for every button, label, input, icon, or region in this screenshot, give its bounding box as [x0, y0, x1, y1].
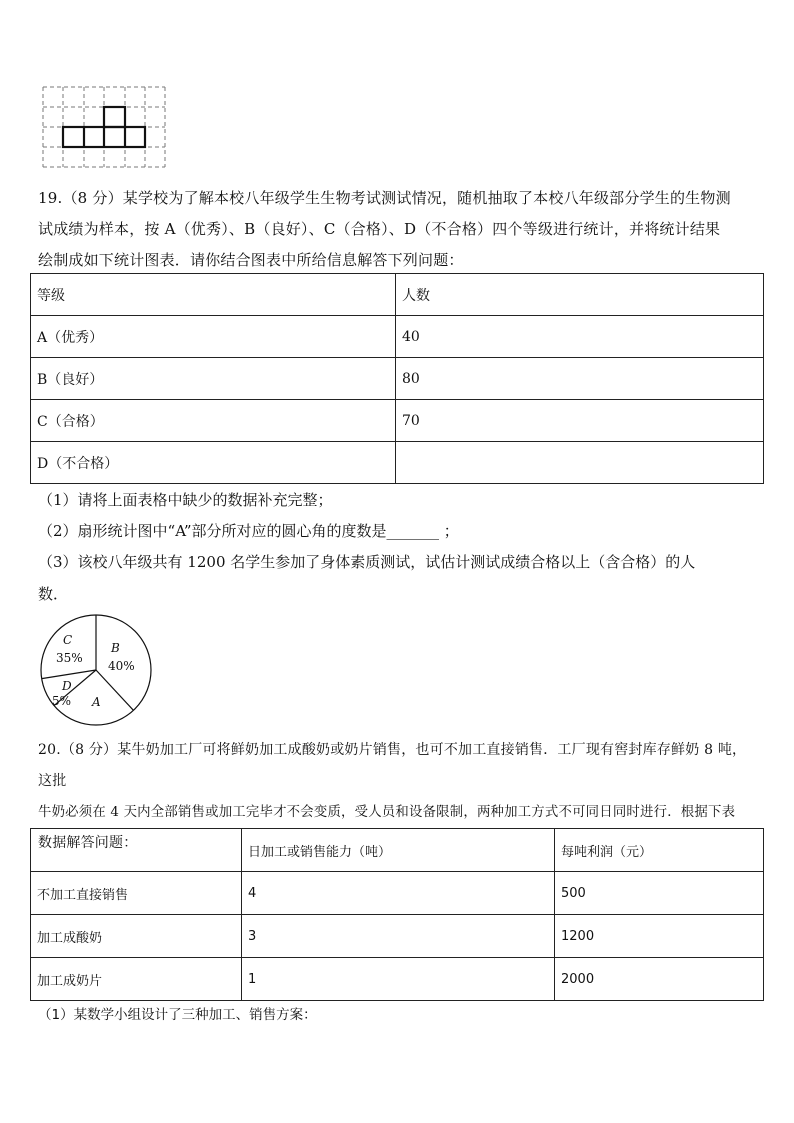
- table-row: [31, 958, 764, 1001]
- q20-sub1: （1）某数学小组设计了三种加工、销售方案：: [38, 1007, 317, 1023]
- grade-cell: B（良好）: [31, 358, 396, 400]
- q20-stem-line2: 牛奶必须在 4 天内全部销售或加工完毕才不会变质，受人员和设备限制，两种加工方式不可同日同时进行．根据下表: [38, 805, 736, 820]
- table-row: [31, 872, 764, 915]
- capacity-cell: 1: [242, 958, 555, 1001]
- q19-stem: [38, 183, 758, 276]
- table-row: [31, 400, 764, 442]
- count-cell: 70: [396, 400, 764, 442]
- table-header-row: [31, 274, 764, 316]
- q20-number: 20.: [38, 742, 61, 758]
- pie-pct-b: 40%: [108, 659, 135, 673]
- block-shape: [63, 107, 145, 147]
- q19-number: 19.: [38, 189, 63, 207]
- capacity-cell: 4: [242, 872, 555, 915]
- table-row: [31, 442, 764, 484]
- profit-cell: 1200: [555, 915, 764, 958]
- pie-chart: [38, 614, 156, 728]
- q19-stem-line2: 试成绩为样本，按 A（优秀）、B（良好）、C（合格）、D（不合格）四个等级进行统计，并将统计结果: [38, 220, 721, 238]
- method-cell: 不加工直接销售: [31, 872, 242, 915]
- table-header-row: [31, 829, 764, 872]
- pie-divider-lower-right: [96, 670, 133, 710]
- grade-cell: A（优秀）: [31, 316, 396, 358]
- q19-sub3-line2: 数．: [38, 585, 69, 603]
- q20-table: [30, 828, 764, 1001]
- q20-score: （8 分）: [60, 742, 118, 758]
- header-cell-blank: [31, 829, 242, 872]
- pie-label-c: C: [63, 633, 73, 647]
- q19-stem-line1: 某学校为了解本校八年级学生生物考试测试情况，随机抽取了本校八年级部分学生的生物测: [122, 189, 731, 207]
- q19-score: （8 分）: [62, 189, 123, 207]
- pie-pct-c: 35%: [56, 651, 83, 665]
- q19-sub2: （2）扇形统计图中“A”部分所对应的圆心角的度数是_______ ；: [38, 522, 459, 540]
- q19-table: [30, 273, 764, 484]
- count-cell: 40: [396, 316, 764, 358]
- table-row: [31, 915, 764, 958]
- table-row: [31, 358, 764, 400]
- pie-pct-d: 5%: [52, 694, 72, 708]
- method-cell: 加工成奶片: [31, 958, 242, 1001]
- count-cell-empty: [396, 442, 764, 484]
- header-cell-grade: 等级: [31, 274, 396, 316]
- profit-cell: 500: [555, 872, 764, 915]
- grade-cell: D（不合格）: [31, 442, 396, 484]
- grid-figure: [42, 86, 168, 170]
- q19-stem-line3: 绘制成如下统计图表．请你结合图表中所给信息解答下列问题：: [38, 251, 464, 269]
- pie-label-a: A: [92, 695, 101, 709]
- header-cell-profit: 每吨利润（元）: [555, 829, 764, 872]
- header-cell-capacity: 日加工或销售能力（吨）: [242, 829, 555, 872]
- q19-sub1: （1）请将上面表格中缺少的数据补充完整；: [38, 491, 333, 509]
- method-cell: 加工成酸奶: [31, 915, 242, 958]
- q20-stem-line1: 某牛奶加工厂可将鲜奶加工成酸奶或奶片销售，也可不加工直接销售．工厂现有窖封库存鲜奶 8 吨，这批: [38, 742, 747, 789]
- pie-label-b: B: [111, 641, 120, 655]
- capacity-cell: 3: [242, 915, 555, 958]
- table-row: [31, 316, 764, 358]
- q20-stem-line3: 数据解答问题：: [38, 835, 138, 851]
- grade-cell: C（合格）: [31, 400, 396, 442]
- header-cell-count: 人数: [396, 274, 764, 316]
- q19-sub3-line1: （3）该校八年级共有 1200 名学生参加了身体素质测试，试估计测试成绩合格以上（含合格）的人: [38, 553, 696, 571]
- profit-cell: 2000: [555, 958, 764, 1001]
- pie-label-d: D: [62, 679, 72, 693]
- count-cell: 80: [396, 358, 764, 400]
